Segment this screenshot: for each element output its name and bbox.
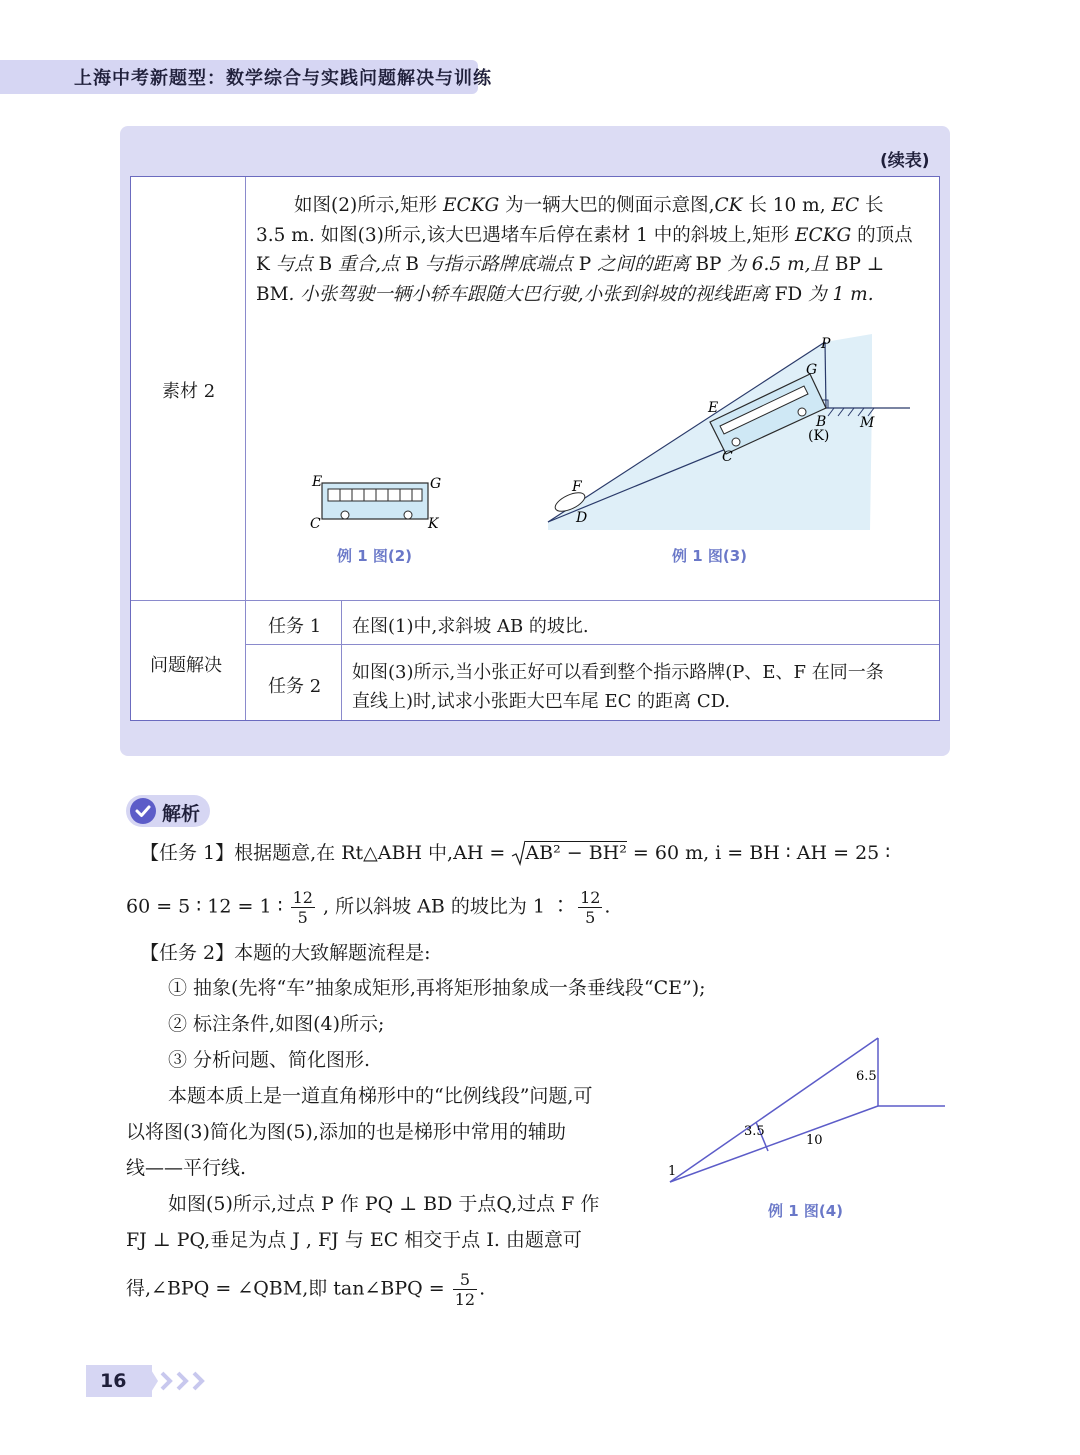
- fig3-label-k: (K): [808, 428, 830, 444]
- continued-label: (续表): [880, 151, 930, 171]
- page-number: 16: [100, 1370, 127, 1392]
- material2-text: [256, 191, 936, 309]
- para2-line1: 如图(5)所示,过点 P 作 PQ ⊥ BD 于点Q,过点 F 作: [168, 1193, 600, 1215]
- fig3-label-m: M: [860, 415, 875, 431]
- material2-text-line: 如图(2)所示,矩形 ECKG 为一辆大巴的侧面示意图,CK 长 10 m, EC 长: [294, 195, 884, 216]
- fig3-label-d: D: [576, 510, 588, 526]
- fraction-12-5: $\frac{12}{5}$: [292, 888, 313, 927]
- para1-line2: 以将图(3)简化为图(5),添加的也是梯形中常用的辅助: [126, 1121, 566, 1143]
- fig3-label-g: G: [806, 362, 818, 378]
- table-divider: [246, 644, 939, 645]
- material2-text-line: 3.5 m. 如图(3)所示,该大巴遇堵车后停在素材 1 中的斜坡上,矩形 ECKG 的顶点: [256, 224, 913, 246]
- para1-line3: 线——平行线.: [126, 1157, 247, 1179]
- step-3: ③ 分析问题、简化图形.: [168, 1049, 371, 1071]
- fig3-caption: 例 1 图(3): [672, 547, 748, 565]
- para2-line2: FJ ⊥ PQ,垂足为点 J , FJ 与 EC 相交于点 I. 由题意可: [126, 1229, 582, 1251]
- fig4-label-35: 3.5: [744, 1124, 765, 1139]
- para1-line1: 本题本质上是一道直角梯形中的“比例线段”问题,可: [168, 1085, 593, 1107]
- problem-label: 问题解决: [150, 655, 222, 676]
- step-2: ② 标注条件,如图(4)所示;: [168, 1013, 385, 1035]
- task1-solution-line2: 60 = 5 ∶ 12 = 1 ∶ $\frac{12}{5}$ , 所以斜坡 AB 的坡比为 1 ∶ $\frac{12}{5}$ .: [126, 888, 611, 927]
- fig2-label-e: E: [312, 474, 323, 490]
- fig2-caption: 例 1 图(2): [337, 547, 413, 565]
- fig4-diagram: [660, 1030, 950, 1190]
- fig4-label-10: 10: [806, 1133, 823, 1148]
- material2-text-line: K 与点 B 重合,点 B 与指示路牌底端点 P 之间的距离 BP 为 6.5 m,且 BP ⊥: [256, 254, 885, 275]
- fraction-12-5: $\frac{12}{5}$: [580, 888, 601, 927]
- table-divider: [245, 177, 246, 720]
- fig4-caption: 例 1 图(4): [768, 1202, 844, 1220]
- fig3-label-f: F: [572, 479, 582, 495]
- sqrt-expression: AB² − BH²: [525, 842, 627, 864]
- fig3-label-e: E: [708, 400, 719, 416]
- task1-solution-line1: 【任务 1】根据题意,在 Rt△ABH 中,AH = AB² − BH² = 60 m, i = BH ∶ AH = 25 ∶: [140, 842, 891, 864]
- fig3-label-p: P: [821, 336, 831, 352]
- fig2-label-k: K: [428, 516, 439, 532]
- check-icon: [130, 798, 156, 824]
- fig2-label-c: C: [310, 516, 321, 532]
- fig3-slope-diagram: [540, 330, 920, 530]
- chevrons-icon: [148, 1365, 210, 1397]
- material2-text-line: BM. 小张驾驶一辆小轿车跟随大巴行驶,小张到斜坡的视线距离 FD 为 1 m.: [256, 283, 874, 305]
- fig3-label-b: B: [816, 414, 827, 430]
- material2-label: 素材 2: [162, 381, 216, 402]
- task2-text-line1: 如图(3)所示,当小张正好可以看到整个指示路牌(P、E、F 在同一条: [352, 662, 884, 683]
- step-1: ① 抽象(先将“车”抽象成矩形,再将矩形抽象成一条垂线段“CE”);: [168, 977, 706, 999]
- task1-text: 在图(1)中,求斜坡 AB 的坡比.: [352, 616, 589, 637]
- fig4-label-1: 1: [668, 1164, 677, 1179]
- table-divider: [131, 600, 939, 601]
- table-divider: [341, 601, 342, 720]
- task2-intro: 【任务 2】本题的大致解题流程是:: [140, 942, 431, 964]
- solution-title: 解析: [162, 803, 201, 825]
- fig3-label-c: C: [722, 449, 733, 465]
- fig2-bus-diagram: [300, 470, 450, 534]
- header-title: 上海中考新题型：数学综合与实践问题解决与训练: [74, 68, 492, 89]
- task2-label: 任务 2: [268, 676, 322, 697]
- para2-line3: 得,∠BPQ = ∠QBM,即 tan∠BPQ = $\frac{5}{12}$ .: [126, 1270, 486, 1309]
- task1-label: 任务 1: [268, 616, 322, 637]
- fig2-label-g: G: [430, 476, 442, 492]
- task2-text-line2: 直线上)时,试求小张距大巴车尾 EC 的距离 CD.: [352, 691, 731, 712]
- fraction-5-12: $\frac{5}{12}$: [454, 1270, 476, 1309]
- fig4-label-65: 6.5: [856, 1069, 877, 1084]
